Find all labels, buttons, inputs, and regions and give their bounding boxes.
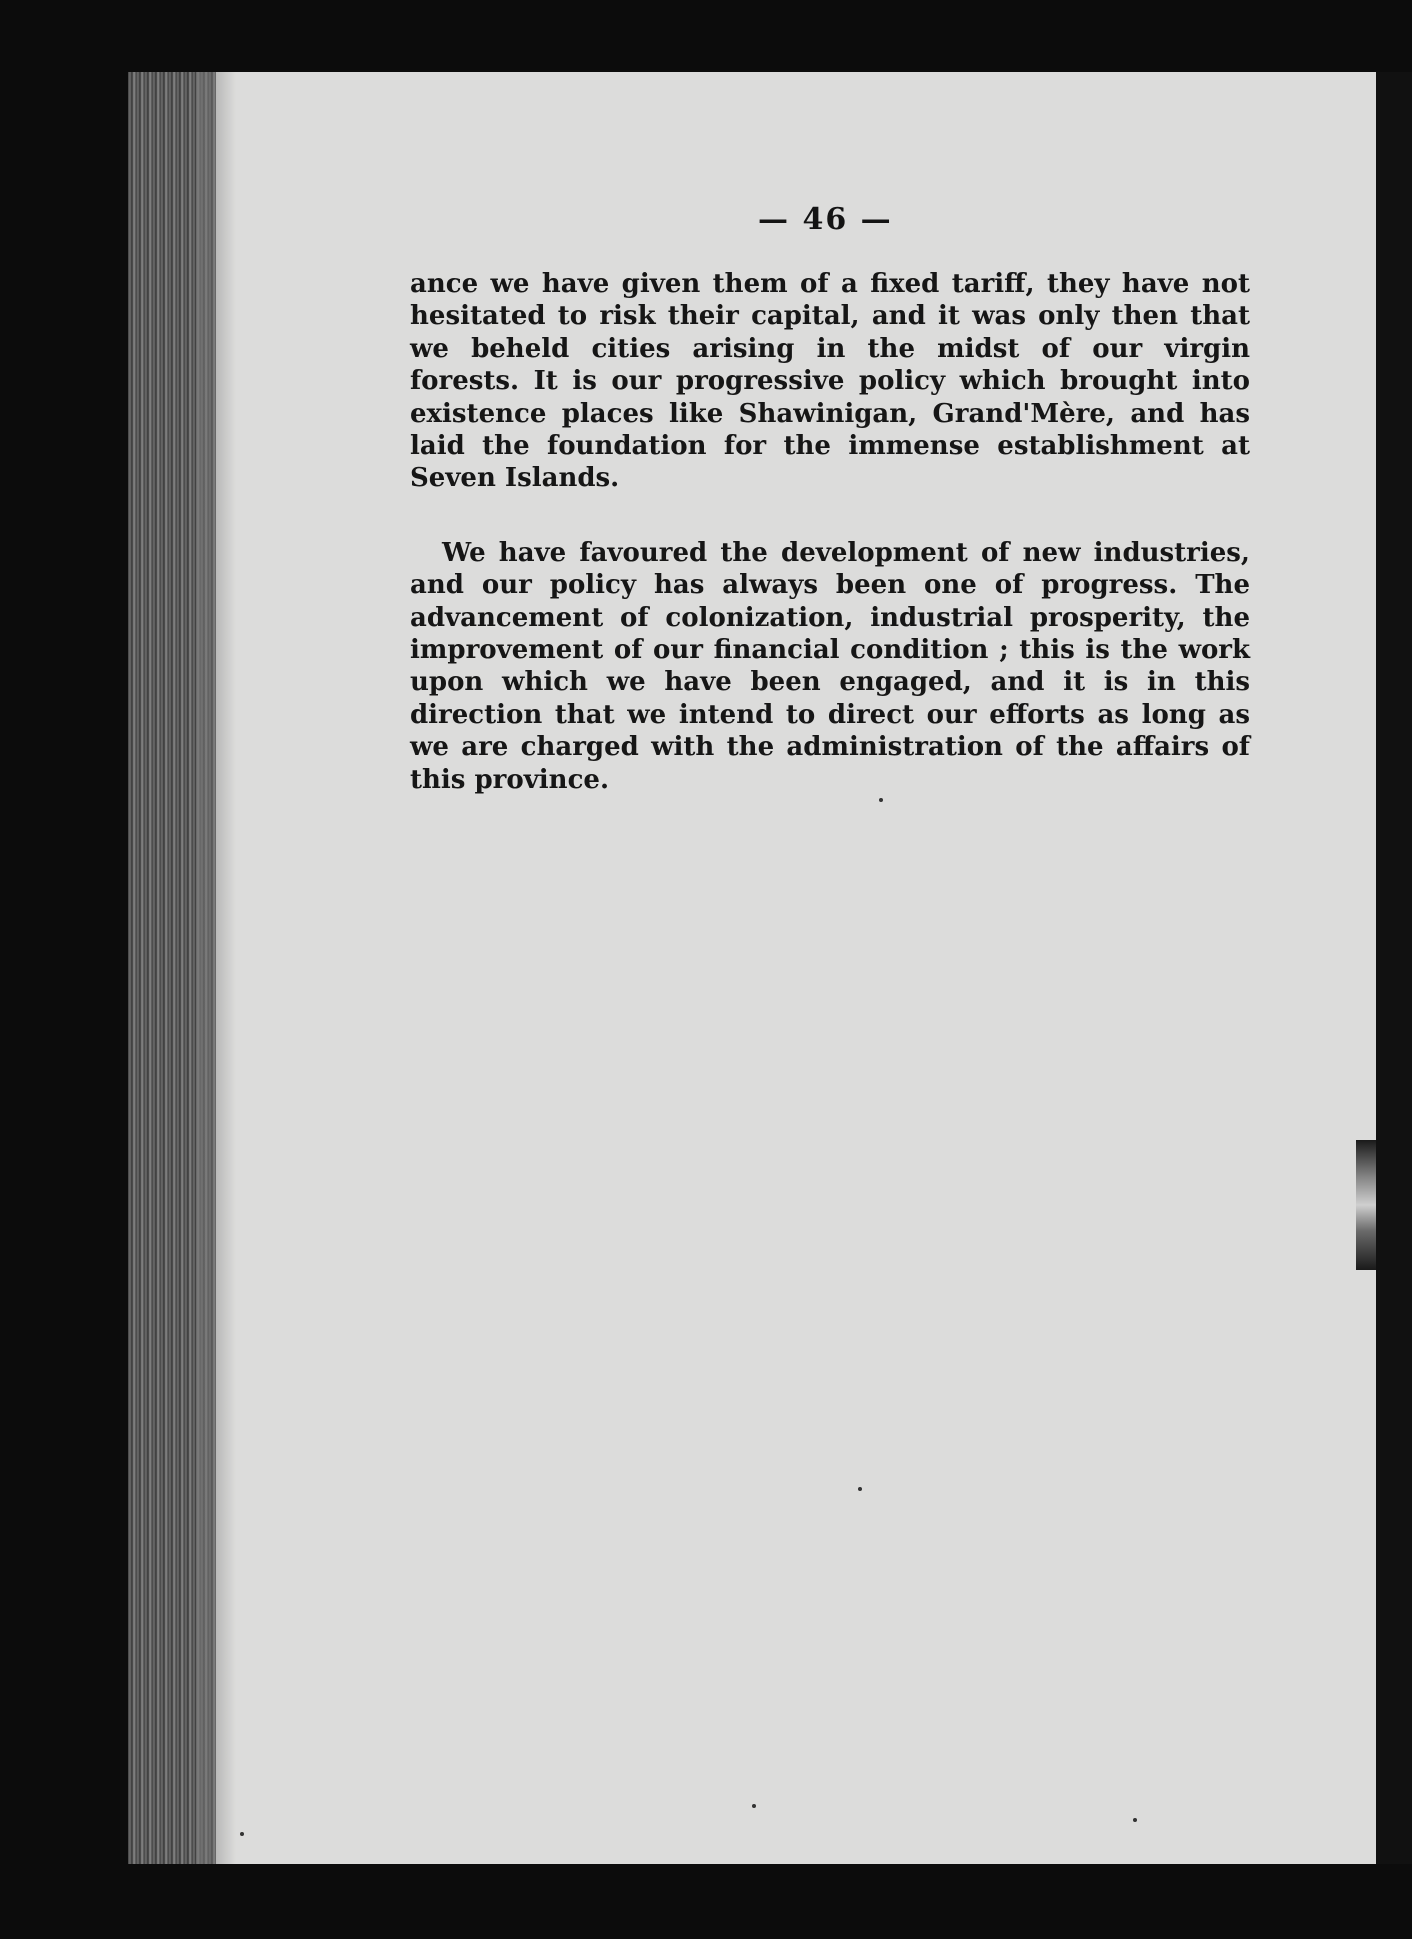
speck [858, 1487, 862, 1491]
right-edge-gap [1356, 1140, 1376, 1270]
paragraph-2: We have favoured the development of new industries, and our policy has always been one of progress. The advancement of colonization, industrial prosperity, the improvement of our financial condition ; this is the work upon which we have been engaged, and it is in this direction that we intend to direct our efforts as long as we are charged with the administration of the affairs of this province. [410, 537, 1250, 795]
page-number: — 46 — [758, 202, 893, 237]
binding-shadow [196, 72, 236, 1864]
paragraph-1: ance we have given them of a fixed tariff, they have not hesitated to risk their capital, and it was only then that we beheld cities arising in the midst of our virgin forests. It is our progressive policy which brought into existence places like Shawinigan, Grand'Mère, and has laid the foundation for the immense establishment at Seven Islands. [410, 269, 1250, 494]
speck [752, 1804, 756, 1808]
right-page-edge [1376, 72, 1412, 1864]
speck [240, 1832, 244, 1836]
body-text [410, 268, 1250, 796]
speck [879, 798, 883, 802]
speck [1133, 1818, 1137, 1822]
